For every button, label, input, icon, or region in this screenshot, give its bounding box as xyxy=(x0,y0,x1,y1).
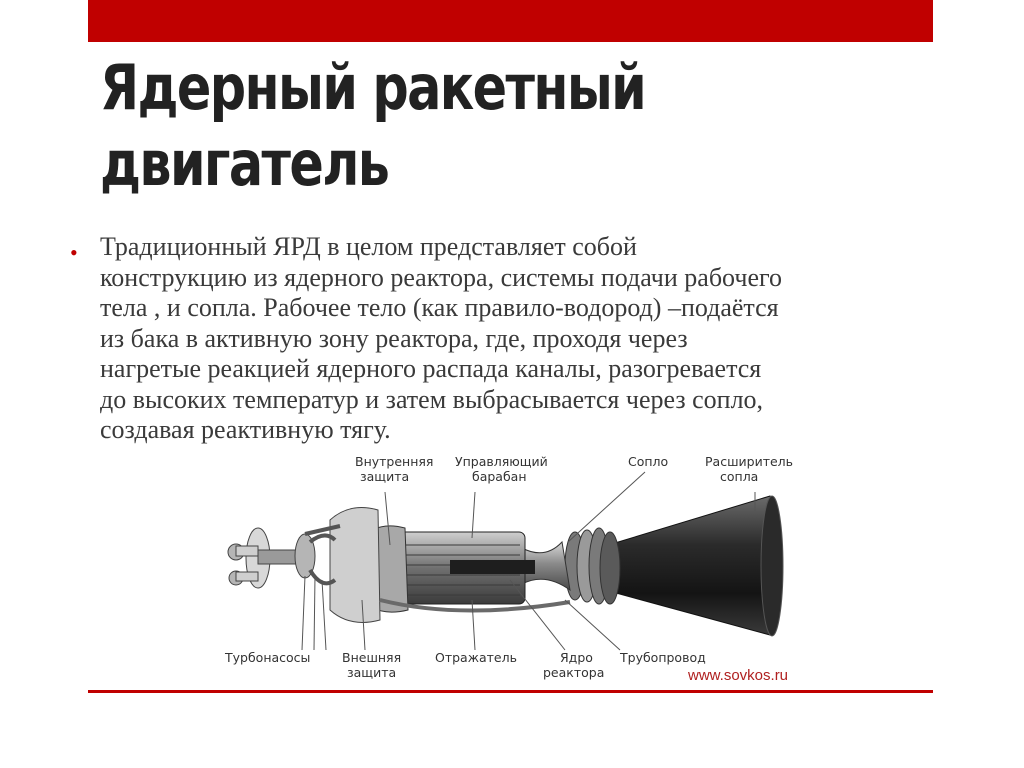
nozzle-exit-rim xyxy=(761,496,783,636)
label-reflector: Отражатель xyxy=(435,650,517,665)
nuclear-engine-diagram xyxy=(210,450,830,690)
nozzle-extension-shape xyxy=(605,496,778,635)
title-line-1: Ядерный ракетный xyxy=(100,51,646,124)
label-turbopumps: Турбонасосы xyxy=(225,650,311,665)
bottom-accent-line xyxy=(88,690,933,693)
reactor-core-channel xyxy=(450,560,535,574)
body-line-4: из бака в активную зону реактора, где, проходя через xyxy=(100,323,688,353)
label-nozzle-extension: Расширитель сопла xyxy=(705,454,794,484)
source-watermark: www.sovkos.ru xyxy=(688,667,789,684)
nozzle-rings xyxy=(565,528,620,604)
body-paragraph xyxy=(100,232,930,446)
label-outer-shield: Внешняя защита xyxy=(342,650,402,680)
body-line-7: создавая реактивную тягу. xyxy=(100,415,391,444)
body-line-2: конструкцию из ядерного реактора, системы подачи рабочего xyxy=(100,262,783,292)
label-nozzle: Сопло xyxy=(628,454,669,469)
body-line-3: тела , и сопла. Рабочее тело (как правило-водород) –подаётся xyxy=(100,293,779,322)
body-line-1: Традиционный ЯРД в целом представляет собой xyxy=(100,232,637,261)
top-accent-bar xyxy=(88,0,933,42)
body-line-5: нагретые реакцией ядерного распада каналы, разогревается xyxy=(100,354,762,383)
bullet-icon: • xyxy=(70,240,78,265)
label-control-drum: Управляющий барабан xyxy=(455,454,548,484)
label-reactor-core: Ядро реактора xyxy=(543,650,605,680)
title-line-2: двигатель xyxy=(100,127,389,200)
slide-title xyxy=(100,50,756,202)
label-pipeline: Трубопровод xyxy=(620,650,706,665)
label-inner-shield: Внутренняя защита xyxy=(355,454,434,484)
body-line-6: до высоких температур и затем выбрасывается через сопло, xyxy=(100,384,764,414)
